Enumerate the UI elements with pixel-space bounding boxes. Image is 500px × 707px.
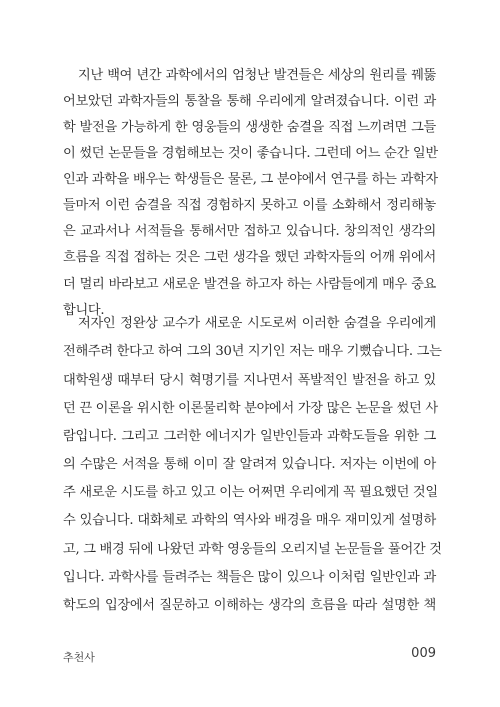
paragraph-2-line-6: 의 수많은 서적을 통해 이미 잘 알려져 있습니다. 저자는 이번에 아	[63, 457, 436, 473]
paragraph-1-line-6: 들마저 이런 숨결을 직접 경험하지 못하고 이를 소화해서 정리해놓	[63, 198, 436, 214]
paragraph-1-line-9: 더 멀리 바라보고 새로운 발견을 하고자 하는 사람들에게 매우 중요	[63, 276, 436, 292]
paragraph-2-line-8: 수 있습니다. 대화체로 과학의 역사와 배경을 매우 재미있게 설명하	[63, 513, 436, 529]
paragraph-2-line-3: 대학원생 때부터 당시 혁명기를 지나면서 폭발적인 발전을 하고 있	[63, 372, 436, 388]
paragraph-1-line-2: 어보았던 과학자들의 통찰을 통해 우리에게 알려졌습니다. 이런 과	[63, 94, 436, 110]
paragraph-2-line-1: 저자인 정완상 교수가 새로운 시도로써 이러한 숨결을 우리에게	[78, 316, 436, 332]
paragraph-1-line-5: 인과 과학을 배우는 학생들은 물론, 그 분야에서 연구를 하는 과학자	[63, 172, 438, 188]
paragraph-2-line-5: 람입니다. 그리고 그러한 에너지가 일반인들과 과학도들을 위한 그	[63, 428, 436, 444]
paragraph-2-line-7: 주 새로운 시도를 하고 있고 이는 어쩌면 우리에게 꼭 필요했던 것일	[63, 485, 438, 501]
page-number: 009	[411, 646, 436, 661]
paragraph-2-line-11: 학도의 입장에서 질문하고 이해하는 생각의 흐름을 따라 설명한 책	[63, 598, 436, 613]
paragraph-1-line-4: 이 썼던 논문들을 경험해보는 것이 좋습니다. 그런데 어느 순간 일반	[63, 146, 438, 162]
paragraph-1-line-7: 은 교과서나 서적들을 통해서만 접하고 있습니다. 창의적인 생각의	[63, 224, 436, 240]
paragraph-2-line-9: 고, 그 배경 뒤에 나왔던 과학 영웅들의 오리지널 논문들을 풀어간 것	[63, 541, 442, 557]
paragraph-2-line-4: 던 끈 이론을 위시한 이론물리학 분야에서 가장 많은 논문을 썼던 사	[63, 400, 438, 416]
section-label: 추천사	[63, 651, 95, 664]
paragraph-2-line-10: 입니다. 과학사를 들려주는 책들은 많이 있으나 이처럼 일반인과 과	[63, 569, 436, 585]
paragraph-1-line-3: 학 발전을 가능하게 한 영웅들의 생생한 숨결을 직접 느끼려면 그들	[63, 120, 436, 136]
paragraph-1-line-1: 지난 백여 년간 과학에서의 엄청난 발견들은 세상의 원리를 꿰뚫	[78, 68, 436, 83]
paragraph-2-line-2: 전해주려 한다고 하여 그의 30년 지기인 저는 매우 기뻤습니다. 그는	[63, 344, 442, 360]
paragraph-1-line-8: 흐름을 직접 접하는 것은 그런 생각을 했던 과학자들의 어깨 위에서	[63, 250, 436, 266]
paragraph-1-line-10: 합니다.	[63, 302, 105, 318]
